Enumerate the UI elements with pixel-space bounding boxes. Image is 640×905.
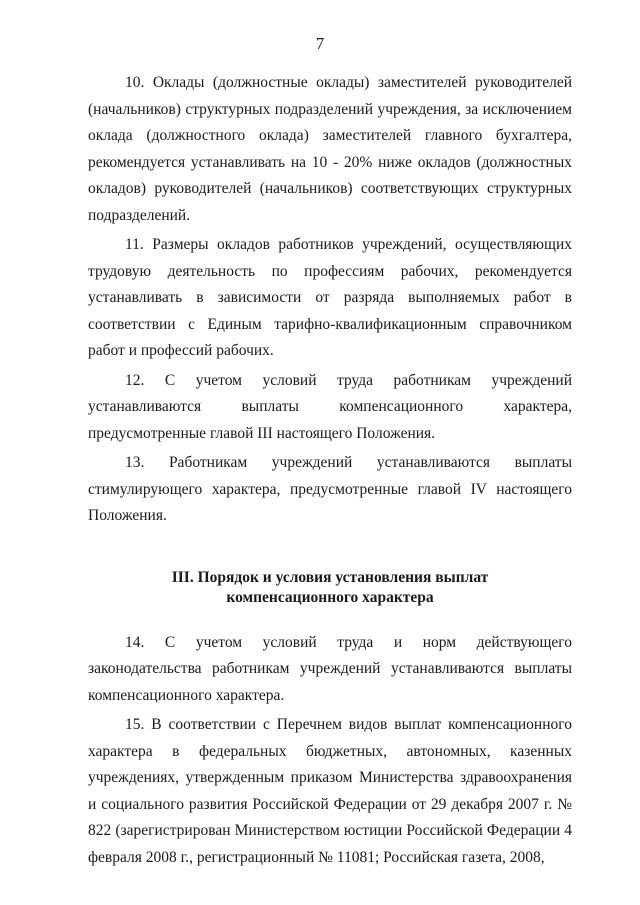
paragraph-10: 10. Оклады (должностные оклады) заместителей руководителей (начальников) структурных подразделений учреждения, за исключением оклада (должностного оклада) заместителей главного бухгалтера, рекомендуется устанавливать на 10 - 20% ниже окладов (должностных окладов) руководителей (начальников) соответствующих структурных подразделений. bbox=[88, 74, 572, 224]
section-heading bbox=[88, 568, 572, 608]
section-heading-line-1: III. Порядок и условия установления выплат bbox=[171, 568, 489, 586]
paragraph-14: 14. С учетом условий труда и норм действующего законодательства работникам учреждений устанавливаются выплаты компенсационного характера. bbox=[88, 633, 572, 704]
paragraph-11: 11. Размеры окладов работников учреждений, осуществляющих трудовую деятельность по профессиям рабочих, рекомендуется устанавливать в зависимости от разряда выполняемых работ в соответствии с Единым тарифно-квалификационным справочником работ и профессий рабочих. bbox=[88, 236, 572, 359]
page-number: 7 bbox=[315, 34, 325, 53]
paragraph-15: 15. В соответствии с Перечнем видов выплат компенсационного характера в федеральных бюджетных, автономных, казенных учреждениях, утвержденным приказом Министерства здравоохранения и социального развития Российской Федерации от 29 декабря 2007 г. № 822 (зарегистрирован Министерством юстиции Российской Федерации 4 февраля 2008 г., регистрационный № 11081; Российская газета, 2008, bbox=[88, 716, 572, 866]
paragraph-13: 13. Работникам учреждений устанавливаются выплаты стимулирующего характера, предусмотренные главой IV настоящего Положения. bbox=[88, 454, 572, 524]
document-body bbox=[88, 70, 572, 874]
paragraph-12: 12. С учетом условий труда работникам учреждений устанавливаются выплаты компенсационного характера, предусмотренные главой III настоящего Положения. bbox=[88, 371, 572, 442]
section-heading-line-2: компенсационного характера bbox=[226, 588, 434, 606]
